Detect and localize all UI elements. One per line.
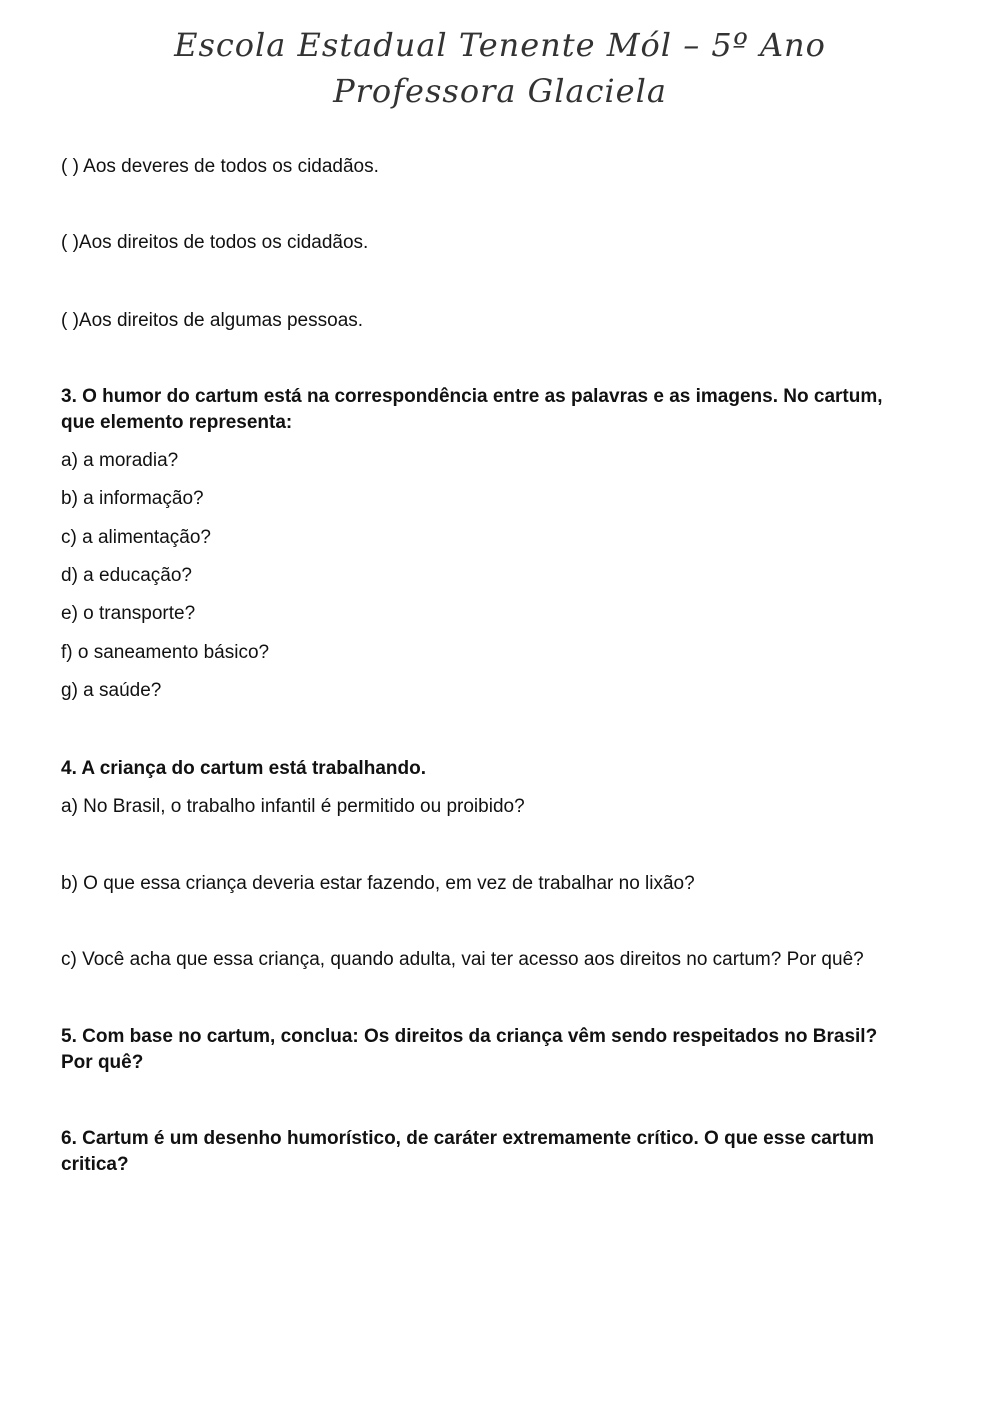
question-5-line-1: 5. Com base no cartum, conclua: Os direitos da criança vêm sendo respeitados no Brasil? [61,1026,878,1047]
question-3-item-c: c) a alimentação? [61,527,211,548]
question-3-item-d: d) a educação? [61,565,192,586]
question-3-line-2: que elemento representa: [61,412,293,433]
question-3-item-g: g) a saúde? [61,680,162,701]
question-3-item-a: a) a moradia? [61,450,179,471]
question-3-line-1: 3. O humor do cartum está na correspondência entre as palavras e as imagens. No cartum, [61,386,883,407]
question-4-title: 4. A criança do cartum está trabalhando. [61,758,426,779]
question-3-item-b: b) a informação? [61,488,204,509]
teacher-name: Professora Glaciela [333,72,667,110]
question-3-item-f: f) o saneamento básico? [61,642,270,663]
question-3-item-e: e) o transporte? [61,603,196,624]
question-4-item-b: b) O que essa criança deveria estar fazendo, em vez de trabalhar no lixão? [61,873,695,894]
worksheet-header [0,22,1000,114]
question-5-line-2: Por quê? [61,1052,144,1073]
question-4-item-a: a) No Brasil, o trabalho infantil é permitido ou proibido? [61,796,525,817]
question-4-item-c: c) Você acha que essa criança, quando adulta, vai ter acesso aos direitos no cartum? Por quê? [61,949,864,970]
question-6-line-1: 6. Cartum é um desenho humorístico, de caráter extremamente crítico. O que esse cartum [61,1128,875,1149]
option-direitos-todos: ( )Aos direitos de todos os cidadãos. [61,232,369,253]
option-direitos-algumas: ( )Aos direitos de algumas pessoas. [61,310,364,331]
option-deveres: ( ) Aos deveres de todos os cidadãos. [61,156,379,177]
question-6-line-2: critica? [61,1154,129,1175]
school-name: Escola Estadual Tenente Mól – 5º Ano [174,26,826,64]
